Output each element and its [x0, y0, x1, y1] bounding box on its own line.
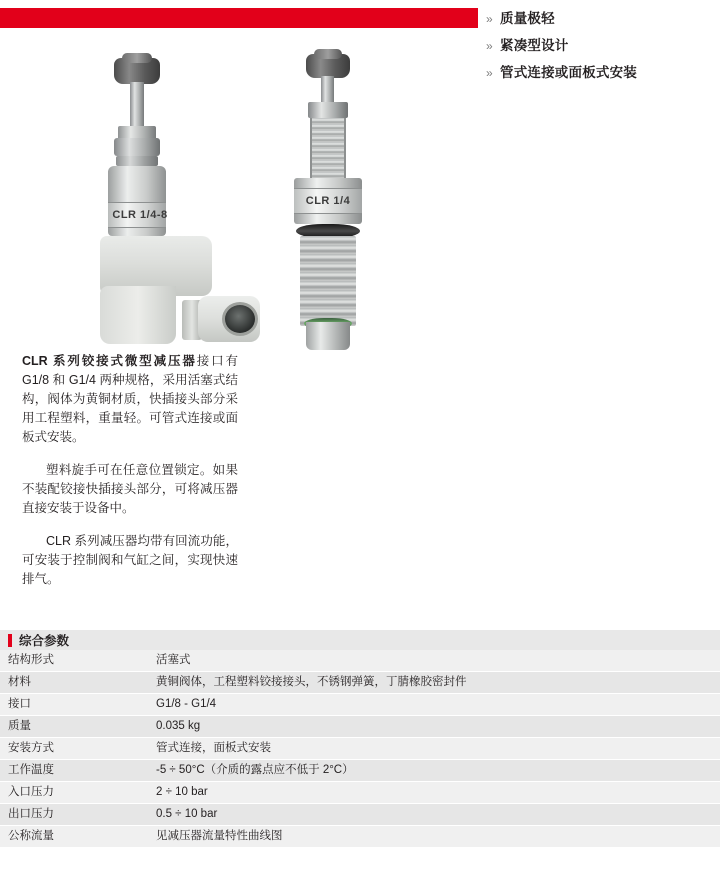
spec-value: 2 ÷ 10 bar [148, 782, 720, 804]
product-description [22, 352, 238, 603]
table-row [0, 826, 720, 848]
paragraph-1-rest: 接口有 G1/8 和 G1/4 两种规格，采用活塞式结构，阀体为黄铜材质，快插接头部分采用工程塑料，重量轻。可管式连接或面板式安装。 [22, 354, 238, 444]
specs-title-text: 综合参数 [19, 634, 70, 648]
specs-title-bar [0, 630, 720, 650]
table-row [0, 782, 720, 804]
chevron-right-icon: » [486, 39, 493, 53]
paragraph-3: CLR 系列减压器均带有回流功能，可安装于控制阀和气缸之间，实现快速排气。 [22, 534, 238, 586]
spec-value: 见减压器流量特性曲线图 [148, 826, 720, 848]
spec-key: 公称流量 [0, 826, 148, 848]
product-label-band [108, 202, 166, 228]
specs-section [0, 630, 720, 848]
chevron-right-icon: » [486, 66, 493, 80]
specs-table [0, 650, 720, 848]
adjustment-knob [114, 58, 160, 84]
table-row [0, 804, 720, 826]
spec-value: 活塞式 [148, 650, 720, 672]
lock-nut-lower [116, 156, 158, 166]
spec-key: 结构形式 [0, 650, 148, 672]
hex-nut [114, 138, 160, 156]
product-photo-area [0, 40, 470, 345]
product-label-band [294, 188, 362, 214]
inlet-port-tip [306, 322, 350, 350]
table-row [0, 694, 720, 716]
table-row [0, 760, 720, 782]
product-label-text: CLR 1/4 [305, 195, 351, 207]
bullet-label: 质量极轻 [500, 11, 555, 26]
lock-nut [308, 102, 348, 118]
paragraph-2: 塑料旋手可在任意位置锁定。如果不装配铰接快插接头部分，可将减压器直接安装于设备中。 [22, 463, 238, 515]
product-label-text: CLR 1/4-8 [112, 209, 168, 221]
list-item [486, 10, 720, 28]
product-name-bold: CLR 系列铰接式微型减压器 [22, 354, 197, 368]
threaded-stem [130, 82, 144, 128]
bullet-label: 管式连接或面板式安装 [500, 65, 637, 80]
spec-key: 入口压力 [0, 782, 148, 804]
spec-value: 0.035 kg [148, 716, 720, 738]
table-row [0, 672, 720, 694]
fitting-collet-ring [222, 302, 258, 336]
panel-mount-thread [310, 118, 346, 180]
spec-key: 出口压力 [0, 804, 148, 826]
feature-bullet-list [486, 10, 720, 91]
chevron-right-icon: » [486, 12, 493, 26]
spec-key: 工作温度 [0, 760, 148, 782]
table-row [0, 650, 720, 672]
threaded-cartridge-shaft [300, 236, 356, 326]
table-row [0, 716, 720, 738]
spec-key: 安装方式 [0, 738, 148, 760]
adjustment-knob [306, 54, 350, 78]
threaded-stem [321, 76, 334, 104]
spec-value: 黄铜阀体，工程塑料铰接接头，不锈钢弹簧，丁腈橡胶密封件 [148, 672, 720, 694]
list-item [486, 64, 720, 82]
table-row [0, 738, 720, 760]
product-image-cartridge-regulator [268, 40, 458, 360]
spec-key: 材料 [0, 672, 148, 694]
spec-key: 质量 [0, 716, 148, 738]
bullet-label: 紧凑型设计 [500, 38, 569, 53]
plastic-elbow-lower [100, 286, 176, 344]
list-item [486, 37, 720, 55]
spec-value: 0.5 ÷ 10 bar [148, 804, 720, 826]
spec-key: 接口 [0, 694, 148, 716]
spec-value: 管式连接，面板式安装 [148, 738, 720, 760]
header-red-bar [0, 8, 478, 28]
spec-value: G1/8 - G1/4 [148, 694, 720, 716]
paragraph-1 [22, 352, 238, 447]
spec-value: -5 ÷ 50°C（介质的露点应不低于 2°C） [148, 760, 720, 782]
red-accent-marker [8, 634, 12, 647]
